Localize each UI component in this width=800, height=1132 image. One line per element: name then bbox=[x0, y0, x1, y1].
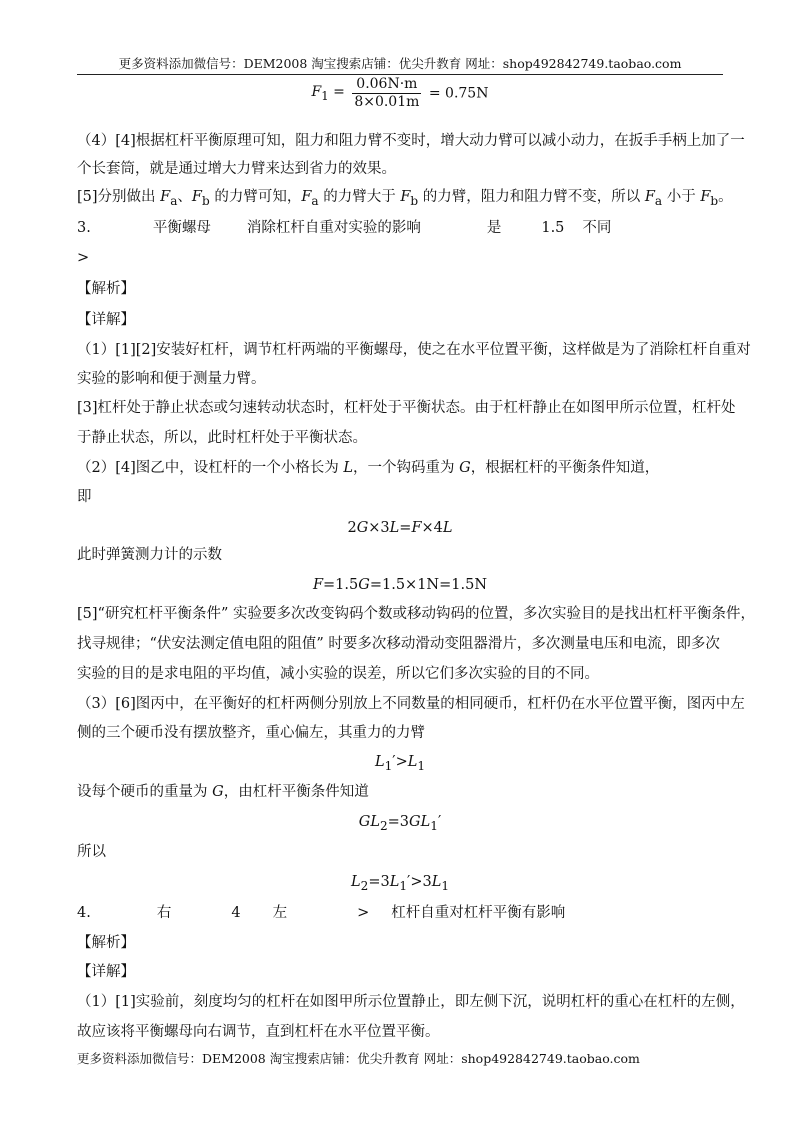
answer-3: 3. 平衡螺母 消除杠杆自重对实验的影响 是 1.5 不同 bbox=[77, 220, 612, 236]
step-3-line2: 于静止状态，所以，此时杠杆处于平衡状态。 bbox=[77, 430, 367, 446]
equation-1: 2G×3L=F×4L bbox=[347, 520, 453, 536]
equation-3: $L_1'>L_1$ bbox=[374, 754, 426, 773]
step-6-line2: 侧的三个硬币没有摆放整齐，重心偏左，其重力的力臂 bbox=[77, 725, 425, 741]
section-xiangjie: 【详解】 bbox=[77, 312, 135, 328]
formula-f1 bbox=[0, 76, 800, 111]
section-xiangjie-2: 【详解】 bbox=[77, 964, 135, 980]
step-1-line2: 实验的影响和便于测量力臂。 bbox=[77, 371, 266, 387]
para-4-line1: （4）[4]根据杠杆平衡原理可知，阻力和阻力臂不变时，增大动力臂可以减小动力，在扳手手柄上加了一 bbox=[77, 133, 745, 149]
page-header: 更多资料添加微信号：DEM2008 淘宝搜索店铺：优尖升教育 网址：shop492842749.taobao.com bbox=[118, 56, 682, 71]
step-5-line3: 实验的目的是求电阻的平均值，减小实验的误差，所以它们多次实验的目的不同。 bbox=[77, 666, 599, 682]
section-jiexi-2: 【解析】 bbox=[77, 935, 135, 951]
equation-2: F=1.5G=1.5×1N=1.5N bbox=[312, 577, 488, 593]
formula-lhs: $F_1$ = bbox=[311, 84, 345, 103]
step-5-line1: [5]“研究杠杆平衡条件” 实验要多次改变钩码个数或移动钩码的位置，多次实验目的是找出杠杆平衡条件， bbox=[77, 606, 755, 622]
equation-4: $GL_2=3GL_1'$ bbox=[358, 814, 442, 833]
page-footer: 更多资料添加微信号：DEM2008 淘宝搜索店铺：优尖升教育 网址：shop492842749.taobao.com bbox=[77, 1051, 640, 1066]
header-divider bbox=[77, 74, 723, 75]
question-number: 3. bbox=[77, 220, 91, 236]
step-6-line1: （3）[6]图丙中，在平衡好的杠杆两侧分别放上不同数量的相同硬币，杠杆仍在水平位置平衡，图丙中左 bbox=[77, 696, 745, 712]
ji-label: 即 bbox=[77, 489, 92, 505]
para-5: [5]分别做出 $F_a$、$F_b$ 的力臂可知，$F_a$ 的力臂大于 $F_b$ 的力臂，阻力和阻力臂不变，所以 $F_a$ 小于 $F_b$。 bbox=[77, 189, 733, 208]
section-jiexi: 【解析】 bbox=[77, 281, 135, 297]
question-number: 4. bbox=[77, 905, 91, 921]
step-t1-line2: 故应该将平衡螺母向右调节，直到杠杆在水平位置平衡。 bbox=[77, 1024, 440, 1040]
step-3-line1: [3]杠杆处于静止状态或匀速转动状态时，杠杆处于平衡状态。由于杠杆静止在如图甲所示位置，杠杆处 bbox=[77, 400, 736, 416]
fraction-numerator: 0.06N·m bbox=[352, 76, 421, 94]
formula-fraction bbox=[352, 76, 421, 111]
step-5-line2: 找寻规律；“伏安法测定值电阻的阻值” 时要多次移动滑动变阻器滑片，多次测量电压和电流，即多次 bbox=[77, 636, 720, 652]
answer-4: 4. 右 4 左 > 杠杆自重对杠杆平衡有影响 bbox=[77, 905, 566, 921]
step-1-line1: （1）[1][2]安装好杠杆，调节杠杆两端的平衡螺母，使之在水平位置平衡，这样做是为了消除杠杆自重对 bbox=[77, 342, 751, 358]
readout-text: 此时弹簧测力计的示数 bbox=[77, 547, 222, 563]
step-4: （2）[4]图乙中，设杠杆的一个小格长为 L，一个钩码重为 G，根据杠杆的平衡条件知道， bbox=[77, 460, 660, 476]
formula-result: = 0.75N bbox=[428, 85, 489, 102]
suoyi-label: 所以 bbox=[77, 844, 106, 860]
equation-5: $L_2=3L_1'>3L_1$ bbox=[350, 874, 450, 893]
answer-3-extra: > bbox=[77, 250, 90, 266]
step-7: 设每个硬币的重量为 G，由杠杆平衡条件知道 bbox=[77, 784, 369, 800]
para-4-line2: 个长套筒，就是通过增大力臂来达到省力的效果。 bbox=[77, 161, 396, 177]
step-t1-line1: （1）[1]实验前，刻度均匀的杠杆在如图甲所示位置静止，即左侧下沉，说明杠杆的重心在杠杆的左侧， bbox=[77, 994, 745, 1010]
fraction-denominator: 8×0.01m bbox=[354, 94, 420, 110]
